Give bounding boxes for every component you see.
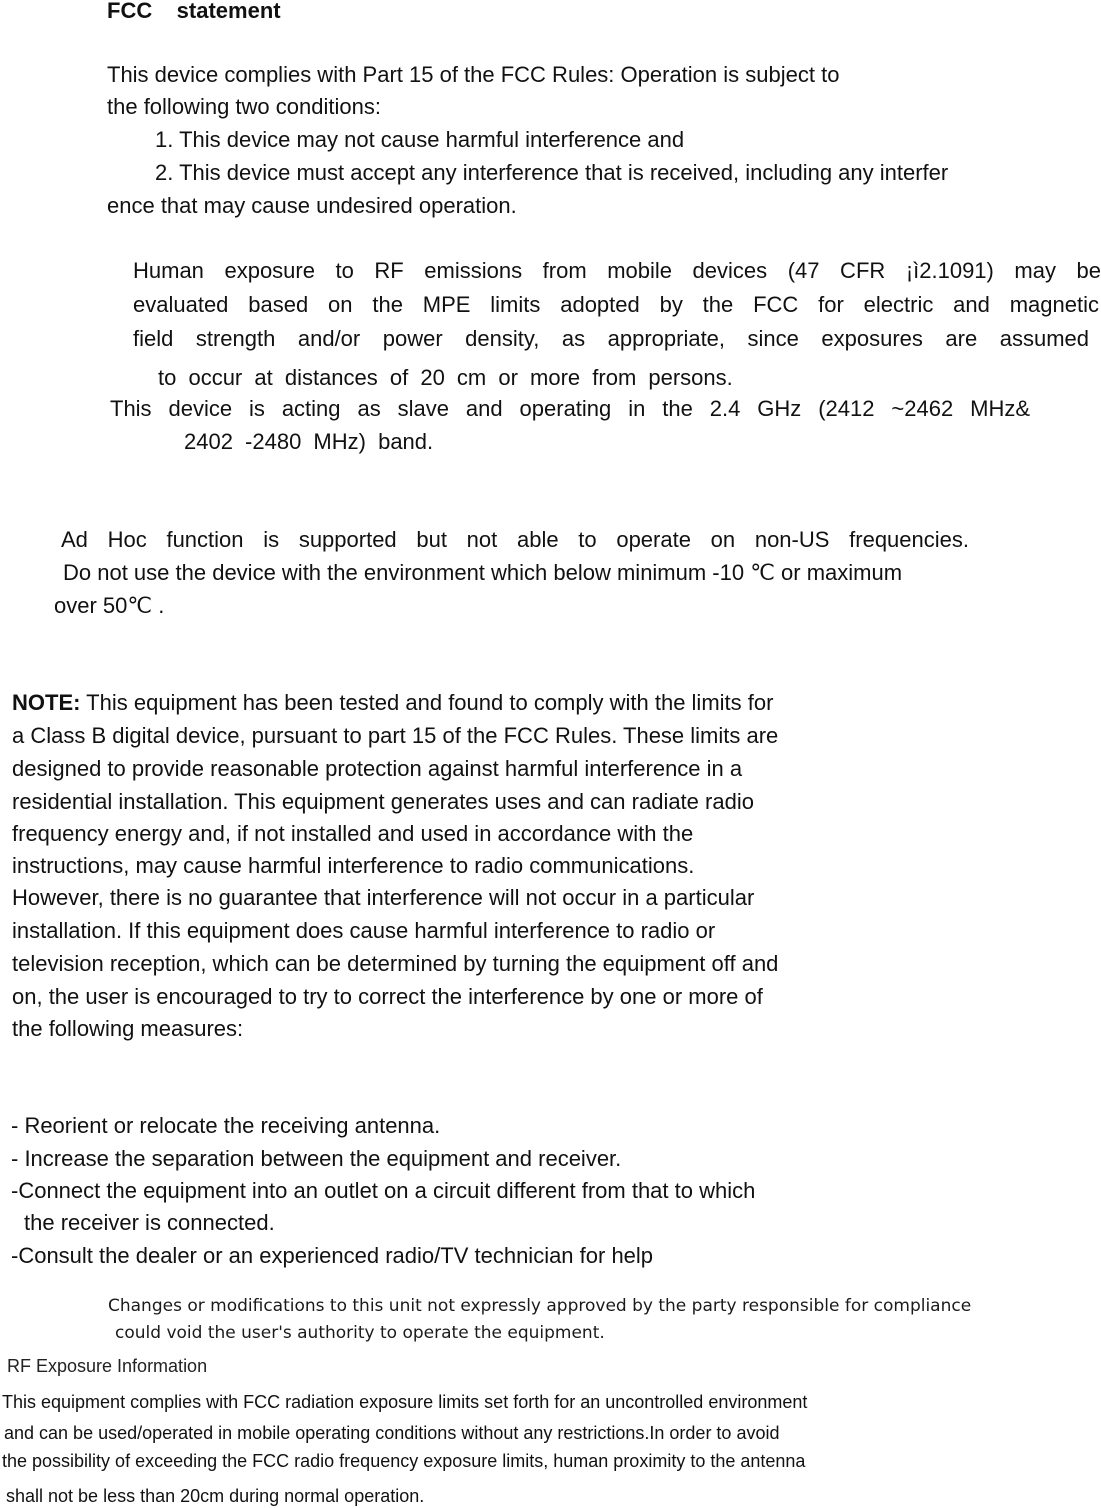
rf-info-line: and can be used/operated in mobile operating conditions without any restrictions.In order to avoid	[4, 1423, 780, 1443]
note-label: NOTE:	[12, 690, 81, 715]
note-line: on, the user is encouraged to try to correct the interference by one or more of	[12, 984, 763, 1009]
rf-info-line: This equipment complies with FCC radiation exposure limits set forth for an uncontrolled environment	[2, 1392, 808, 1412]
fcc-condition-2-cont: ence that may cause undesired operation.	[107, 193, 517, 218]
rf-info-line: shall not be less than 20cm during normal operation.	[6, 1486, 425, 1506]
note-line: residential installation. This equipment generates uses and can radiate radio	[12, 789, 754, 814]
changes-line-1: Changes or modifications to this unit not expressly approved by the party responsible for compliance	[108, 1296, 972, 1316]
rf-info-heading: RF Exposure Information	[7, 1356, 208, 1376]
measure-item: -Connect the equipment into an outlet on a circuit different from that to which	[11, 1178, 756, 1203]
ad-hoc-statement: Ad Hoc function is supported but not able to operate on non-US frequencies.	[61, 527, 969, 552]
fcc-condition-2: 2. This device must accept any interference that is received, including any interfer	[155, 160, 949, 185]
note-line: installation. If this equipment does cause harmful interference to radio or	[12, 918, 716, 943]
measure-item: -Consult the dealer or an experienced radio/TV technician for help	[11, 1243, 654, 1268]
temperature-line-1: Do not use the device with the environment which below minimum -10 ℃ or maximum	[63, 560, 903, 585]
measure-item: - Reorient or relocate the receiving antenna.	[11, 1113, 441, 1138]
rf-exposure-line-2: evaluated based on the MPE limits adopted by the FCC for electric and magnetic	[133, 292, 1099, 317]
note-line: frequency energy and, if not installed and used in accordance with the	[12, 821, 694, 846]
measure-item: - Increase the separation between the equipment and receiver.	[11, 1146, 622, 1171]
changes-line-2: could void the user's authority to operate the equipment.	[115, 1323, 605, 1343]
rf-exposure-line-1: Human exposure to RF emissions from mobile devices (47 CFR ¡ì2.1091) may be	[133, 258, 1101, 283]
rf-exposure-line-4: to occur at distances of 20 cm or more from persons.	[158, 365, 733, 390]
note-line: the following measures:	[12, 1016, 244, 1041]
rf-exposure-line-3: field strength and/or power density, as appropriate, since exposures are assumed	[133, 326, 1089, 351]
temperature-line-2: over 50℃ .	[54, 593, 165, 618]
note-line: television reception, which can be determined by turning the equipment off and	[12, 951, 779, 976]
band-statement-line-2: 2402 -2480 MHz) band.	[184, 429, 434, 454]
note-line: designed to provide reasonable protection against harmful interference in a	[12, 756, 743, 781]
measure-item-cont: the receiver is connected.	[24, 1210, 275, 1235]
note-line: a Class B digital device, pursuant to part 15 of the FCC Rules. These limits are	[12, 723, 779, 748]
note-line: instructions, may cause harmful interference to radio communications.	[12, 853, 695, 878]
fcc-intro-line-2: the following two conditions:	[107, 94, 381, 119]
fcc-condition-1: 1. This device may not cause harmful interference and	[155, 127, 685, 152]
note-first-line: This equipment has been tested and found to comply with the limits for	[80, 690, 774, 715]
band-statement-line-1: This device is acting as slave and operating in the 2.4 GHz (2412 ~2462 MHz&	[110, 396, 1030, 421]
fcc-intro-line-1: This device complies with Part 15 of the FCC Rules: Operation is subject to	[107, 62, 840, 87]
note-line: However, there is no guarantee that interference will not occur in a particular	[12, 885, 755, 910]
rf-info-line: the possibility of exceeding the FCC radio frequency exposure limits, human proximity to the antenna	[2, 1451, 806, 1471]
fcc-title: FCC statement	[107, 0, 281, 23]
note-line-1	[12, 692, 773, 714]
